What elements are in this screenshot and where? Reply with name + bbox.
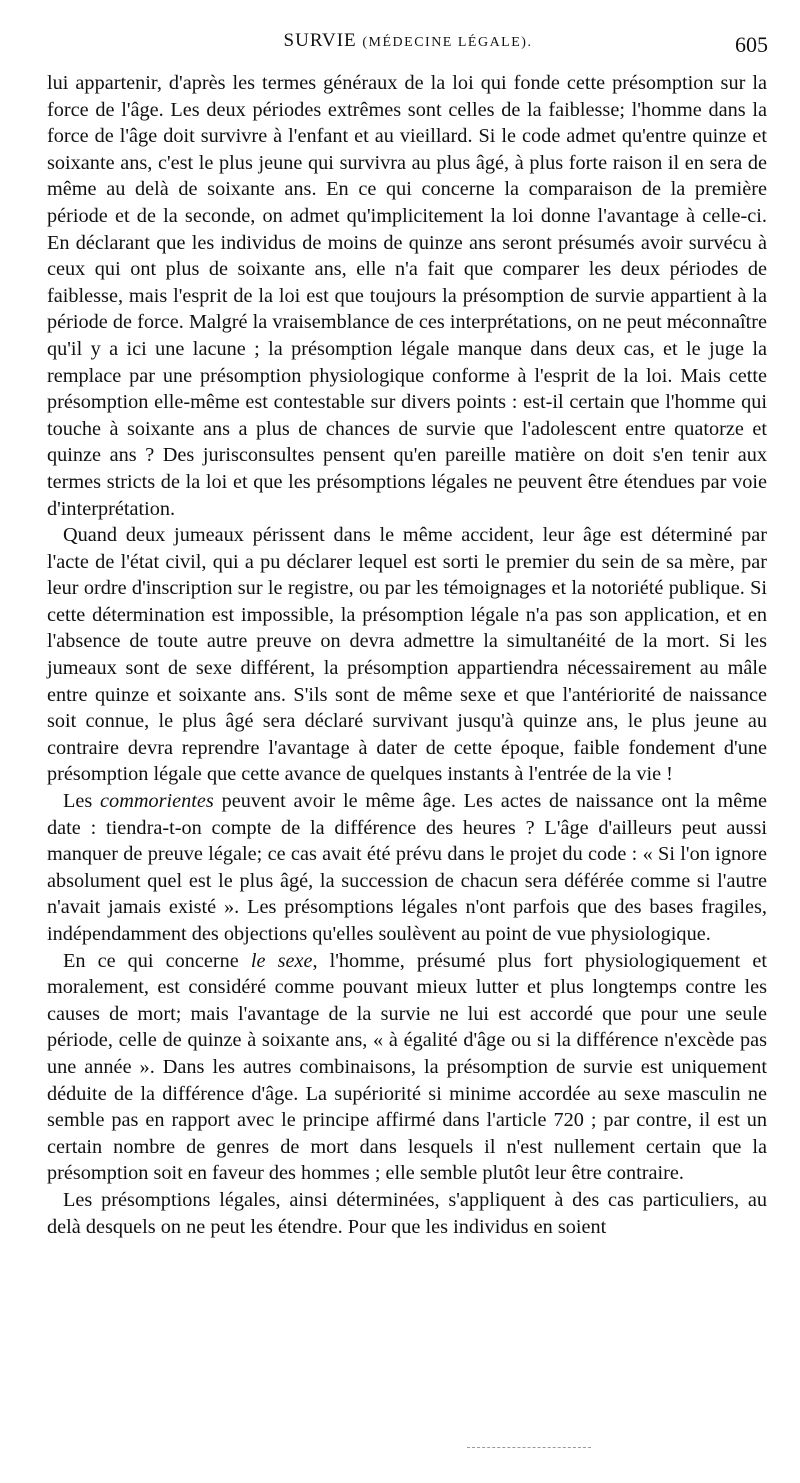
paragraph-text: Quand deux jumeaux périssent dans le même accident, leur âge est déterminé par l'acte de l'état civil, qui a pu déclarer lequel est sorti le premier du sein de sa mère, par leur ordre d'inscription sur le registre, ou par les témoignages et la notoriété publique. Si cette détermination est impossible, la présomption légale n'a pas son application, et en l'absence de toute autre preuve on devra admettre la simultanéité de la mort. Si les jumeaux sont de sexe différent, la présomption appartiendra nécessairement au mâle entre quinze et soixante ans. S'ils sont de même sexe et que l'antériorité de naissance soit connue, le plus âgé sera déclaré survivant jusqu'à quinze ans, le plus jeune au contraire devra reprendre l'avantage à dater de cette époque, faible fondement d'une présomption légale que cette avance de quelques instants à l'entrée de la vie ! <box>47 524 767 786</box>
paragraph-text: Les <box>63 790 101 813</box>
italic-term: commorientes <box>100 790 214 813</box>
italic-term: le sexe <box>250 949 313 972</box>
paragraph <box>47 788 767 948</box>
running-title-subtitle: (MÉDECINE LÉGALE). <box>362 35 533 50</box>
page-number: 605 <box>735 32 768 57</box>
body-text <box>47 70 767 1240</box>
paragraph-text: , l'homme, présumé plus fort physiologiquement et moralement, est considéré comme pouvant mieux lutter et plus longtemps contre les causes de mort; mais l'avantage de la survie ne lui est accordé que pour une seule période, celle de quinze à soixante ans, « à égalité d'âge ou si la différence n'excède pas une année ». Dans les autres combinaisons, la présomption de survie est uniquement déduite de la différence d'âge. La supériorité si minime accordée au sexe masculin ne semble pas en rapport avec le principe affirmé dans l'article 720 ; par contre, il est un certain nombre de genres de mort dans lesquels il n'est nullement certain que la présomption soit en faveur des hommes ; elle semble plutôt leur être contraire. <box>47 949 767 1185</box>
paragraph <box>47 522 767 788</box>
paragraph-text: Les présomptions légales, ainsi déterminées, s'appliquent à des cas particuliers, au delà desquels on ne peut les étendre. Pour que les individus en soient <box>47 1188 767 1238</box>
footer-rule <box>467 1447 591 1448</box>
paragraph-text: lui appartenir, d'après les termes généraux de la loi qui fonde cette présomption sur la force de l'âge. Les deux périodes extrêmes sont celles de la faiblesse; l'homme dans la force de l'âge doit survivre à l'enfant et au vieillard. Si le code admet qu'entre quinze et soixante ans, c'est le plus jeune qui survivra au plus âgé, à plus forte raison il en sera de même au delà de soixante ans. En ce qui concerne la comparaison de la première période et de la seconde, on admet qu'implicitement la loi donne l'avantage à celle-ci. En déclarant que les individus de moins de quinze ans seront présumés avoir survécu à ceux qui ont plus de soixante ans, elle n'a fait que comparer les deux périodes de faiblesse, mais l'esprit de la loi est que toujours la présomption de survie appartient à la période de force. Malgré la vraisemblance de ces interprétations, on ne peut méconnaître qu'il y a ici une lacune ; la présomption légale manque dans deux cas, et le juge la remplace par une présomption physiologique conforme à l'esprit de la loi. Mais cette présomption elle-même est contestable sur divers points : est-il certain que l'homme qui touche à soixante ans a plus de chances de survie que l'adolescent entre quatorze et quinze ans ? Des jurisconsultes pensent qu'en pareille matière on doit s'en tenir aux termes stricts de la loi et que les présomptions légales ne peuvent être étendues par voie d'interprétation. <box>47 72 767 520</box>
running-title <box>48 30 768 52</box>
paragraph-text: En ce qui concerne <box>63 949 251 972</box>
paragraph-text: peuvent avoir le même âge. Les actes de naissance ont la même date : tiendra-t-on compte de la différence des heures ? L'âge d'ailleurs peut aussi manquer de preuve légale; ce cas avait été prévu dans le projet du code : « Si l'on ignore absolument quel est le plus âgé, la succession de chacun sera déférée comme si l'autre n'avait jamais existé ». Les présomptions légales n'ont parfois que des bases fragiles, indépendamment des objections qu'elles soulèvent au point de vue physiologique. <box>47 790 767 945</box>
paragraph <box>47 948 767 1187</box>
running-title-main: SURVIE <box>283 30 357 51</box>
paragraph <box>47 1187 767 1240</box>
page-header <box>48 30 768 60</box>
paragraph <box>47 70 767 522</box>
